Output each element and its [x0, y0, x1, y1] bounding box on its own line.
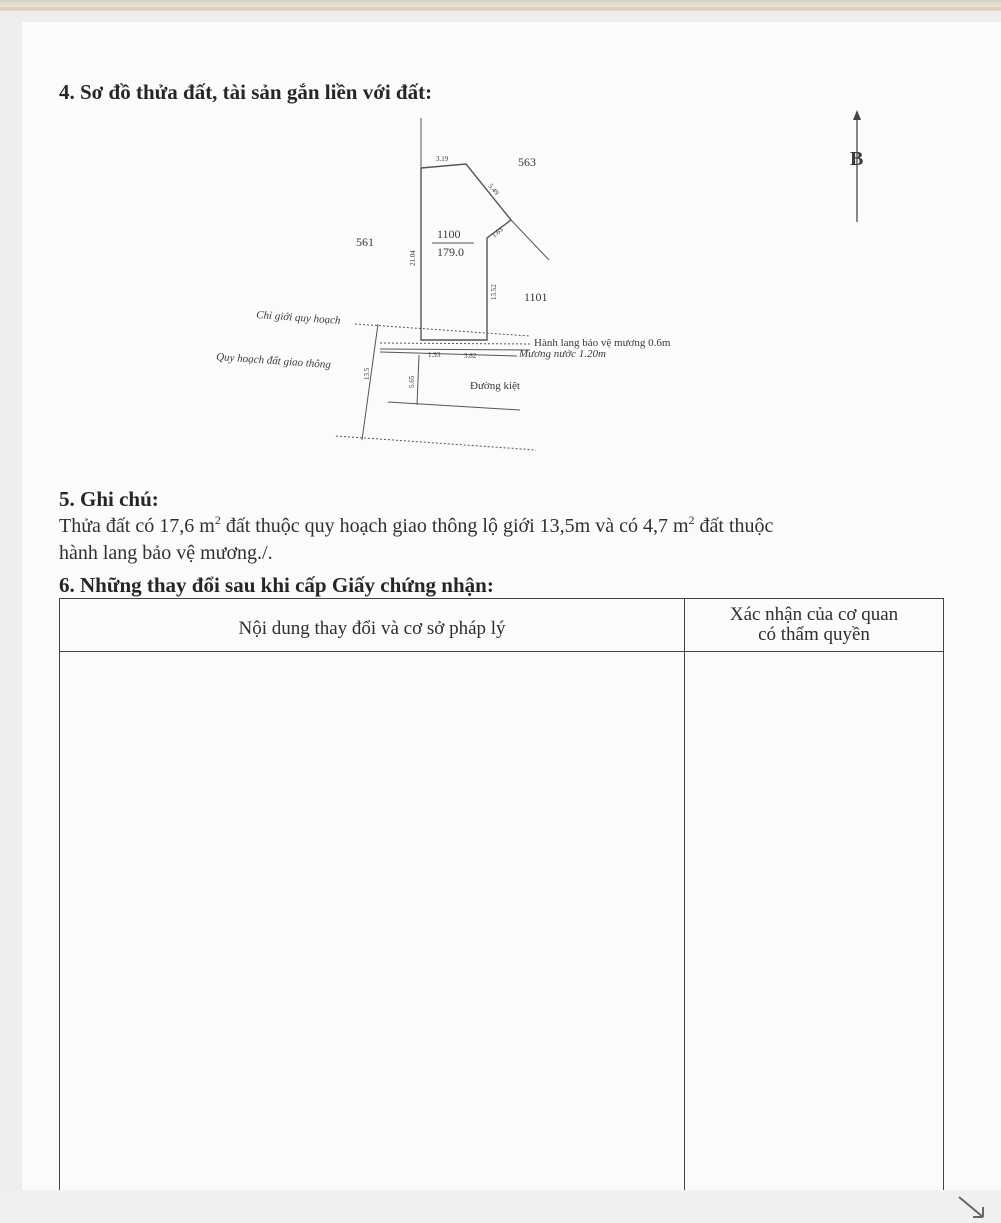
road-small-label: 5.65 [408, 375, 416, 388]
edge-bottom-right: 3.82 [464, 352, 477, 360]
planning-boundary-label: Chỉ giới quy hoạch [255, 309, 341, 327]
bottom-bar [0, 1190, 1001, 1223]
note-line-1-part-c: đất thuộc [694, 515, 774, 537]
neighbor-561: 561 [356, 235, 374, 249]
edge-diagonal: 5.49 [486, 182, 501, 197]
parcel-diagram [0, 0, 1001, 470]
ditch-corridor-label: Hành lang bảo vệ mương 0.6m [534, 337, 671, 349]
road-bottom-boundary [336, 436, 536, 450]
table-header-content: Nội dung thay đổi và cơ sở pháp lý [238, 618, 506, 639]
north-arrow-icon [853, 110, 861, 120]
parcel-number: 1100 [437, 227, 461, 241]
table-header-confirmation-line-2: có thẩm quyền [758, 624, 870, 645]
planning-boundary-line [355, 324, 530, 336]
alley-line [388, 402, 520, 410]
edge-right: 13.52 [490, 284, 498, 300]
table-header-divider [60, 651, 943, 652]
edge-short: 1.63 [490, 225, 505, 240]
edge-left: 21.04 [409, 250, 417, 266]
corner-check-icon [957, 1193, 987, 1219]
table-header-confirmation [685, 605, 943, 645]
alley-label: Đường kiệt [470, 380, 520, 392]
note-line-1-part-a: Thửa đất có 17,6 m [59, 515, 215, 537]
section-4-title: 4. Sơ đồ thửa đất, tài sản gắn liền với đất: [59, 80, 433, 104]
neighbor-563: 563 [518, 155, 536, 169]
table-column-divider [684, 599, 685, 1219]
section-5-title: 5. Ghi chú: [59, 487, 159, 511]
note-sup-2: 2 [688, 513, 695, 527]
edge-top: 3.19 [436, 155, 449, 163]
ditch-line-bottom [380, 352, 517, 356]
neighbor-1101: 1101 [524, 290, 548, 304]
ditch-corridor-line [380, 343, 530, 344]
note-line-1-part-b: đất thuộc quy hoạch giao thông lộ giới 13,5m và có 4,7 m [220, 515, 689, 537]
note-sup-1: 2 [214, 513, 221, 527]
changes-table [59, 598, 944, 1218]
road-width-label: 13.5 [363, 367, 371, 380]
road-edge-line [362, 324, 378, 440]
note-line-2: hành lang bảo vệ mương./. [59, 542, 273, 564]
parcel-area: 179.0 [437, 245, 464, 259]
north-label: B [850, 148, 864, 170]
road-offset-line [417, 355, 419, 405]
section-6-title: 6. Những thay đổi sau khi cấp Giấy chứng nhận: [59, 573, 494, 597]
neighbor-boundary-line [511, 220, 549, 260]
traffic-plan-label: Quy hoạch đất giao thông [215, 351, 332, 372]
note-line-1 [59, 513, 773, 538]
ditch-line-top [380, 349, 530, 350]
table-header-confirmation-line-1: Xác nhận của cơ quan [729, 604, 899, 625]
water-ditch-label: Mương nước 1.20m [519, 348, 606, 360]
edge-bottom-left: 1.93 [428, 351, 441, 359]
